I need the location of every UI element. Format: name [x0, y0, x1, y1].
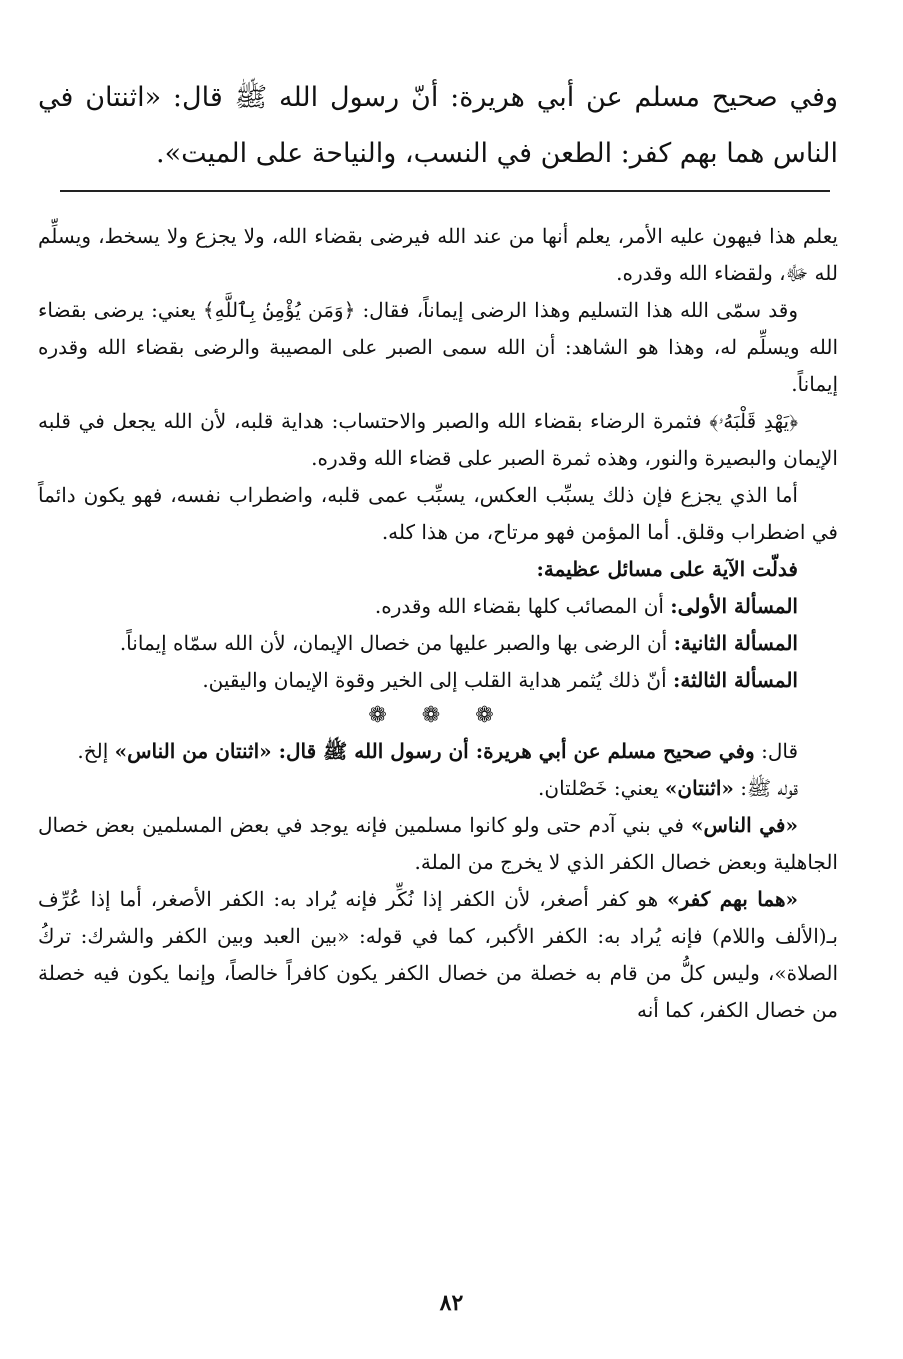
issue-1-text: أن المصائب كلها بقضاء الله وقدره. — [374, 594, 671, 618]
issues-intro: فدلّت الآية على مسائل عظيمة: — [536, 557, 798, 581]
page-number: ٨٢ — [439, 1290, 464, 1316]
commentary-paragraph-7 — [38, 770, 838, 807]
commentary-paragraph-9 — [38, 881, 838, 1029]
issue-2-text: أن الرضى بها والصبر عليها من خصال الإيمان، لأن الله سمّاه إيماناً. — [119, 631, 674, 655]
p9-text: هو كفر أصغر، لأن الكفر إذا نُكِّر فإنه يُراد به: الكفر الأصغر، أما إذا عُرِّف بـ(الألف واللام) فإنه يُراد به: الكفر الأكبر، كما في قوله: «بين العبد وبين الكفر والشرك: تركُ الصلاة»، وليس كلُّ من قام به خصلة من خصال الكفر يكون كافراً خالصاً، وإنما يكون فيه خصلة من خصال الكفر، كما أنه — [38, 887, 838, 1022]
commentary-paragraph-8 — [38, 807, 838, 881]
issue-3 — [38, 662, 838, 699]
commentary-paragraph-3: ﴿يَهْدِ قَلْبَهُۥ﴾ فثمرة الرضاء بقضاء الله والصبر والاحتساب: هداية قلبه، لأن الله يجعل في قلبه الإيمان والبصيرة والنور، وهذه ثمرة الصبر على قضاء الله وقدره. — [38, 409, 838, 470]
commentary-paragraph-1: يعلم هذا فيهون عليه الأمر، يعلم أنها من عند الله فيرضى بقضاء الله، ولا يجزع ولا يسخط، ويسلِّم لله ﷻ، ولقضاء الله وقدره. — [38, 224, 838, 285]
issue-1-label: المسألة الأولى: — [670, 594, 798, 618]
issue-2 — [38, 625, 838, 662]
commentary-body — [38, 218, 838, 1029]
p6-bold: وفي صحيح مسلم عن أبي هريرة: أن رسول الله ﷺ قال: «اثنتان من الناس» — [114, 739, 755, 763]
issue-3-text: أنّ ذلك يُثمر هداية القلب إلى الخير وقوة الإيمان واليقين. — [202, 668, 674, 692]
section-separator-stars: ❁ ❁ ❁ — [368, 703, 508, 728]
p8-bold: «في الناس» — [690, 813, 798, 837]
p6-suffix: إلخ. — [77, 739, 115, 763]
commentary-paragraph-2: وقد سمّى الله هذا التسليم وهذا الرضى إيماناً، فقال: ﴿وَمَن يُؤْمِنۢ بِٱللَّهِ﴾ يعني: يرضى بقضاء الله ويسلِّم له، وهذا هو الشاهد: أن الله سمى الصبر على المصيبة والرضى بقضاء الله وقدره إيماناً. — [38, 298, 838, 396]
p7-bold: «اثنتان» — [664, 776, 734, 800]
issue-3-label: المسألة الثالثة: — [673, 668, 798, 692]
p6-prefix: قال: — [754, 739, 798, 763]
issue-1 — [38, 588, 838, 625]
p9-bold: «هما بهم كفر» — [667, 887, 799, 911]
issue-2-label: المسألة الثانية: — [673, 631, 798, 655]
commentary-paragraph-6 — [38, 733, 838, 770]
hadith-header-text: وفي صحيح مسلم عن أبي هريرة: أنّ رسول الله ﷺ قال: «اثنتان في الناس هما بهم كفر: الطعن في النسب، والنياحة على الميت». — [38, 82, 838, 169]
footnote-divider — [60, 190, 830, 192]
p7-prefix: قوله ﷺ: — [733, 776, 798, 800]
p8-text: في بني آدم حتى ولو كانوا مسلمين فإنه يوجد في بعض المسلمين بعض خصال الجاهلية وبعض خصال الكفر الذي لا يخرج من الملة. — [38, 813, 838, 874]
p7-suffix: يعني: خَصْلتان. — [538, 776, 665, 800]
commentary-paragraph-4: أما الذي يجزع فإن ذلك يسبِّب العكس، يسبِّب عمى قلبه، واضطراب نفسه، فهو يكون دائماً في اضطراب وقلق. أما المؤمن فهو مرتاح، من هذا كله. — [38, 483, 838, 544]
